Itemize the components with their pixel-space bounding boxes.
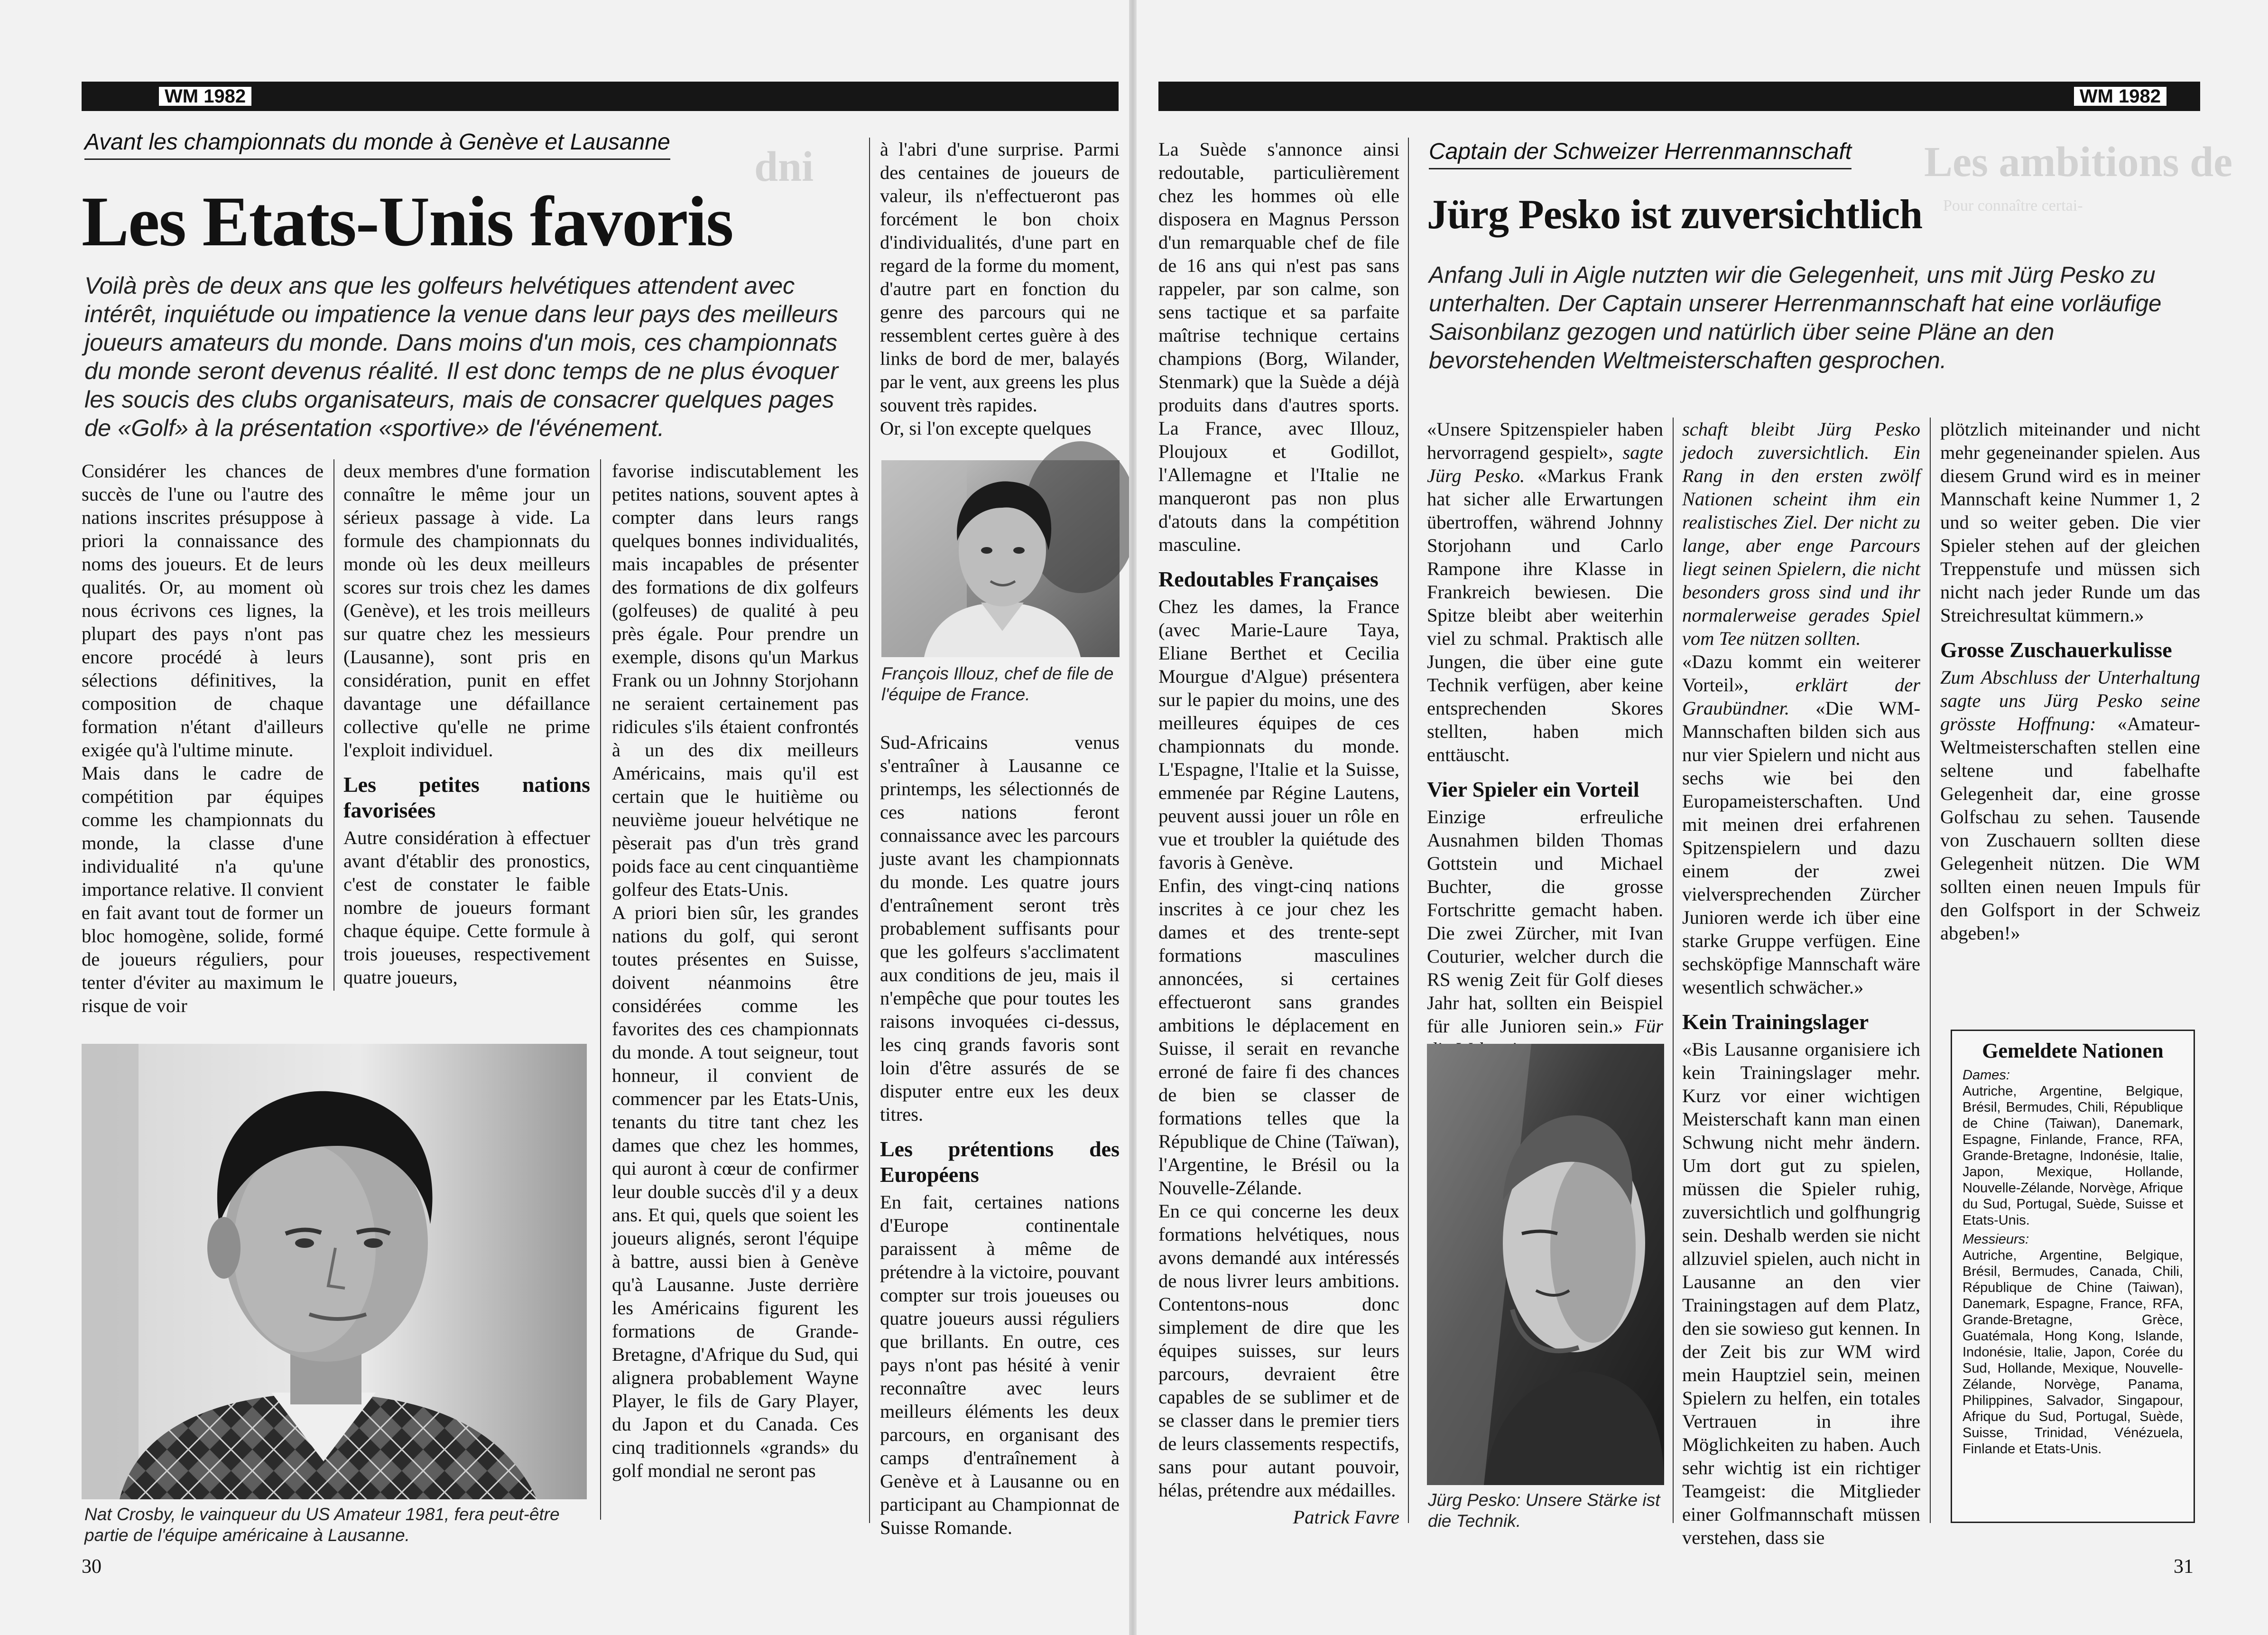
subheading: Kein Trainingslager: [1682, 1010, 1869, 1034]
bleed-through-title: Les ambitions de: [1924, 139, 2233, 186]
page-number-right: 31: [2174, 1556, 2194, 1578]
left-page: [0, 0, 1129, 1635]
column-rule: [869, 138, 870, 1523]
quote: «Dazu kommt ein weiterer Vorteil»,: [1682, 651, 1920, 696]
body-paragraph: [1427, 805, 1663, 1061]
body-paragraph: «Bis Lausanne organisiere ich kein Trainingslager mehr. Kurz vor einer wichtigen Meisterschaft kann man einen Schwung nicht mehr ändern. Um dort gut zu spielen, müssen die Spieler ruhig, zuversichtlich und golfhungrig sein. Deshalb werden sie nicht allzuviel spielen, auch nicht in Lausanne an den vier Trainingstagen auf dem Platz, den sie sowieso gut kennen. In der Zeit bis zur WM wird mein Hauptziel sein, meinen Spielern zu helfen, ein totales Vertrauen in ihre Möglichkeiten zu haben. Auch sehr wichtig ist ein richtiger Teamgeist: die Mitglieder einer Golfmannschaft müssen verstehen, dass sie: [1682, 1039, 1920, 1548]
body-paragraph: Chez les dames, la France (avec Marie-Laure Taya, Eliane Berthet et Cecilia Mourgue d'Algue) présentera sur le papier du moins, une des meilleures équipes de ces championnats du monde. L'Espagne, l'Italie et la Suisse, emmenée par Régine Lautens, peuvent aussi jouer un rôle en vue et troubler la quiétude des favoris à Genève.: [1158, 596, 1399, 873]
headline-left: Les Etats-Unis favoris: [82, 182, 733, 261]
article-column-4-bottom: [880, 731, 1120, 1538]
caption-pesko: Jürg Pesko: Unsere Stärke ist die Technik.: [1428, 1490, 1660, 1531]
messieurs-label: Messieurs:: [1963, 1232, 2029, 1247]
photo-juerg-pesko: [1427, 1044, 1664, 1485]
box-messieurs: [1963, 1231, 2183, 1457]
interview-column-1: [1427, 418, 1663, 1037]
gutter: [1129, 0, 1137, 1635]
column-rule: [333, 459, 334, 991]
body-paragraph: Considérer les chances de succès de l'une ou l'autre des nations inscrites présuppose à priori la connaissance des noms des joueurs. Et de leurs qualités. Or, au moment où nous écrivons ces lignes, la plupart des pays n'ont pas encore procédé à leurs sélections définitives, la composition de chaque formation n'étant d'ailleurs exigée qu'à l'ultime minute.: [82, 460, 324, 761]
page-number-left: 30: [82, 1556, 102, 1578]
portrait-photo: [82, 1044, 587, 1499]
attribution: erklärt der Graubündner.: [1682, 674, 1920, 719]
right-page: [1137, 0, 2268, 1635]
body-paragraph: La Suède s'annonce ainsi redoutable, particulièrement chez les hommes où elle disposera en Magnus Persson d'un remarquable chef de file de 16 ans qui n'est pas sans rappeler, par son calme, son sens tactique et sa parfaite maîtrise technique certains champions (Borg, Wilander, Stenmark) que la Suède a déjà produits dans d'autres sports. La France, avec Illouz, Ploujoux et Godillot, l'Allemagne et l'Italie ne manqueront pas non plus d'atouts dans la compétition masculine.: [1158, 139, 1399, 555]
body-paragraph: Autre considération à effectuer avant d'établir des pronostics, c'est de constater le faible nombre de joueurs formant chaque équipe. Cette formule à trois joueuses, respectivement quatre joueurs,: [343, 827, 590, 988]
portrait-photo: [1427, 1044, 1664, 1485]
body-paragraph: Enfin, des vingt-cinq nations inscrites à ce jour chez les dames et des trente-sept formations masculines annoncées, si certaines effectueront sans grandes ambitions le déplacement en Suisse, il serait en revanche erroné de faire fi des chances de bien se classer de formations telles que la République de Chine (Taïwan), l'Argentine, le Brésil ou la Nouvelle-Zélande.: [1158, 875, 1399, 1198]
author-signature: Patrick Favre: [1293, 1506, 1399, 1528]
column-rule: [600, 459, 601, 1520]
subheading: Vier Spieler ein Vorteil: [1427, 777, 1639, 801]
body-paragraph: Or, si l'on excepte quelques: [880, 418, 1092, 439]
subheading: Grosse Zuschauerkulisse: [1940, 638, 2172, 662]
body-paragraph: En ce qui concerne les deux formations helvétiques, nous avons demandé aux intéressés de nous livrer leurs ambitions. Contentons-nous donc simplement de dire que les équipes suisses, sur leurs parcours, devraient être capables de se sublimer et de se classer dans le premier tiers de leurs classements respectifs, sans pour autant pouvoir, hélas, prétendre aux médailles.: [1158, 1200, 1399, 1501]
caption-illouz: François Illouz, chef de file de l'équipe de France.: [881, 664, 1114, 704]
bleed-through-title: dni: [754, 143, 814, 190]
interview-column-3: [1940, 418, 2200, 1001]
section-band-right: [1158, 82, 2200, 111]
interview-column-2: [1682, 418, 1920, 1548]
section-tag-right: WM 1982: [2073, 85, 2168, 107]
body-paragraph: En fait, certaines nations d'Europe continentale paraissent à même de prétendre à la victoire, pouvant compter sur trois joueuses ou quatre joueurs aussi réguliers que brillants. En outre, ces pays n'ont pas hésité à venir reconnaître avec leurs meilleurs éléments les deux parcours, en organisant des camps d'entraînement à Genève et à Lausanne ou en participant au Championnat de Suisse Romande.: [880, 1191, 1120, 1538]
body-paragraph: [1427, 418, 1663, 766]
quote: «Amateur-Weltmeisterschaften stellen eine seltene und fabelhafte Gelegenheit dar, eine grosse Golfschau zu sehen. Tausende von Zuschauern sollten diese Gelegenheit nützen. Die WM sollten einen neuen Impuls für den Golfsport in der Schweiz abgeben!»: [1940, 713, 2200, 944]
attribution: Für: [1634, 1015, 1663, 1037]
box-dames: [1963, 1067, 2183, 1228]
body-paragraph: plötzlich miteinander und nicht mehr gegeneinander spielen. Aus diesem Grund wird es in meiner Mannschaft keine Nummer 1, 2 und so weiter geben. Die vier Spieler stehen auf der gleichen Treppenstufe und müssen sich nicht nach jeder Runde um das Streichresultat kümmern.»: [1940, 418, 2200, 626]
article-column-1: [82, 459, 324, 1016]
nations-box: [1951, 1030, 2195, 1523]
quote: Einzige erfreuliche Ausnahmen bilden Thomas Gottstein und Michael Buchter, die grosse Fortschritte gemacht haben. Die zwei Zürcher, mit Ivan Couturier, welcher durch die RS wenig Zeit für Golf dieses Jahr hat, sollten ein Beispiel für alle Junioren sein.»: [1427, 806, 1663, 1037]
caption-crosby: Nat Crosby, le vainqueur du US Amateur 1981, fera peut-être partie de l'équipe américaine à Lausanne.: [84, 1505, 560, 1545]
lede-left: Voilà près de deux ans que les golfeurs helvétiques attendent avec intérêt, inquiétude ou impatience la venue dans leur pays des meilleurs joueurs amateurs du monde. Dans moins d'un mois, ces championnats du monde seront devenus réalité. Il est donc temps de ne plus évoquer les soucis des clubs organisateurs, mais de consacrer quelques pages de «Golf» à la présentation «sportive» de l'événement.: [84, 272, 838, 441]
portrait-photo: [881, 460, 1120, 657]
bleed-through-text: Pour connaître certai-: [1943, 197, 2083, 214]
body-paragraph: schaft bleibt Jürg Pesko jedoch zuversichtlich. Ein Rang in den ersten zwölf Nationen scheint ihm ein realistisches Ziel. Der nicht zu lange, aber enge Parcours liegt seinen Spielern, die nicht besonders gross sind und ihr normalerweise gerades Spiel vom Tee nützen sollten.: [1682, 418, 1920, 649]
article-column-4-top: [880, 138, 1120, 448]
body-paragraph: A priori bien sûr, les grandes nations du golf, qui seront toutes présentes en Suisse, doivent néanmoins être considérées comme les favorites des ces championnats du monde. A tout seigneur, tout honneur, il convient de commencer par les Etats-Unis, tenants du titre tant chez les dames que chez les hommes, qui auront à cœur de confirmer leur double succès d'il y a deux ans. Et qui, quels que soient les joueurs alignés, seront l'équipe à battre, aussi bien à Genève qu'à Lausanne. Juste derrière les Américains figurent les formations de Grande-Bretagne, d'Afrique du Sud, qui alignera probablement Wayne Player, le fils de Gary Player, du Japon et du Canada. Ces cinq traditionnels «grands» du golf mondial ne seront pas: [612, 902, 859, 1481]
messieurs-list: Autriche, Argentine, Belgique, Brésil, Bermudes, Canada, Chili, République de Chine (Taiwan), Danemark, Espagne, France, RFA, Grande-Bretagne, Grèce, Guatémala, Hong Kong, Islande, Indonésie, Italie, Japon, Corée du Sud, Hollande, Mexique, Nouvelle-Zélande, Norvège, Panama, Philippines, Salvador, Singapour, Afrique du Sud, Portugal, Suède, Suisse, Trinidad, Vénézuela, Finlande et Etats-Unis.: [1963, 1248, 2183, 1457]
attribution: sagte Jürg Pesko.: [1427, 442, 1663, 486]
article-column-continued: [1158, 138, 1399, 1528]
body-paragraph: à l'abri d'une surprise. Parmi des centaines de joueurs de valeur, ils n'effectueront pas forcément le bon choix d'individualités, d'une part en regard de la forme du moment, d'autre part en fonction du genre des parcours qui ne ressemblent certes guère à des links de bord de mer, balayés par le vent, aux greens les plus souvent très rapides.: [880, 139, 1120, 416]
kicker-right: Captain der Schweizer Herrenmannschaft: [1429, 138, 1851, 169]
kicker-left: Avant les championnats du monde à Genève et Lausanne: [84, 128, 670, 160]
column-rule: [1930, 418, 1931, 1523]
quote: «Markus Frank hat sicher alle Erwartungen übertroffen, während Johnny Storjohann und Carlo Rampone ihre Klasse in Frankreich bewiesen. Die Spitze bleibt aber weiterhin viel zu schmal. Praktisch alle Jungen, die über eine gute Technik verfügen, aber keine entsprechenden Skores stellten, haben mich enttäuscht.: [1427, 465, 1663, 765]
box-title: Gemeldete Nationen: [1982, 1039, 2164, 1062]
subheading: Les petites nations favorisées: [343, 772, 590, 822]
column-rule: [1673, 418, 1674, 1523]
photo-francois-illouz: [881, 460, 1120, 657]
section-tag-left: WM 1982: [157, 85, 253, 107]
lede-right: Anfang Juli in Aigle nutzten wir die Gelegenheit, uns mit Jürg Pesko zu unterhalten. Der Captain unserer Herrenmannschaft hat eine vorläufige Saisonbilanz gezogen und natürlich über seine Pläne an den bevorstehenden Weltmeisterschaften gesprochen.: [1429, 262, 2162, 373]
body-paragraph: Mais dans le cadre de compétition par équipes comme les championnats du monde, la classe d'une individualité n'a qu'une importance relative. Il convient en fait avant tout de former un bloc homogène, solide, formé de joueurs réguliers, pour tenter d'éviter au maximum le risque de voir: [82, 762, 324, 1016]
article-column-3: [612, 459, 859, 1520]
quote: «Die WM-Mannschaften bilden sich aus nur vier Spielern und nicht aus sechs wie bei den Europameisterschaften. Und mit meinen drei erfahrenen Spitzenspielern und dazu einem der zwei vielversprechenden Zürcher Junioren werde ich über eine starke Gruppe verfügen. Eine sechsköpfige Mannschaft wäre wesentlich schwächer.»: [1682, 697, 1920, 998]
intro: Zum Abschluss der Unterhaltung sagte uns Jürg Pesko seine grösste Hoffnung:: [1940, 667, 2200, 734]
body-paragraph: Sud-Africains venus s'entraîner à Lausanne ce printemps, les sélectionnés de ces nations feront connaissance avec les parcours juste avant les championnats du monde. Les quatre jours d'entraînement seront très probablement suffisants pour que les golfeurs s'acclimatent aux conditions de jeu, mais il n'empêche que pour toutes les raisons invoquées ci-dessus, les cinq grands favoris sont loin d'être assurés de se disputer entre eux les deux titres.: [880, 732, 1120, 1125]
subheading: Redoutables Françaises: [1158, 567, 1379, 591]
column-rule: [1408, 138, 1409, 1523]
subheading: Les prétentions des Européens: [880, 1137, 1120, 1187]
article-column-2: [343, 459, 590, 991]
dames-list: Autriche, Argentine, Belgique, Brésil, Bermudes, Chili, République de Chine (Taiwan), Danemark, Espagne, Finlande, France, RFA, Grande-Bretagne, Indonésie, Italie, Japon, Mexique, Hollande, Nouvelle-Zélande, Norvège, Afrique du Sud, Portugal, Suède, Suisse et Etats-Unis.: [1963, 1084, 2183, 1228]
photo-nat-crosby: [82, 1044, 587, 1499]
section-band-left: [82, 82, 1119, 111]
body-paragraph: [1682, 650, 1920, 999]
body-paragraph: deux membres d'une formation connaître le même jour un sérieux passage à vide. La formule des championnats du monde où les deux meilleurs scores sur trois chez les dames (Genève), et les trois meilleurs sur quatre chez les messieurs (Lausanne), sont pris en considération, punit en effet davantage une défaillance collective qu'elle ne prime l'exploit individuel.: [343, 460, 590, 761]
dames-label: Dames:: [1963, 1068, 2010, 1083]
quote: «Unsere Spitzenspieler haben hervorragend gespielt»,: [1427, 418, 1663, 463]
body-paragraph: [1940, 666, 2200, 945]
body-paragraph: favorise indiscutablement les petites nations, souvent aptes à compter dans leurs rangs quelques bonnes individualités, mais incapables de présenter des formations de dix golfeurs (golfeuses) de qualité à peu près égale. Pour prendre un exemple, disons qu'un Markus Frank ou un Johnny Storjohann ne seraient certainement pas ridicules s'ils étaient confrontés à un des dix meilleurs Américains, mais qu'il est certain que le huitième ou neuvième joueur helvétique ne pèserait pas d'un très grand poids face au cent cinquantième golfeur des Etats-Unis.: [612, 460, 859, 900]
headline-right: Jürg Pesko ist zuversichtlich: [1427, 192, 1923, 238]
